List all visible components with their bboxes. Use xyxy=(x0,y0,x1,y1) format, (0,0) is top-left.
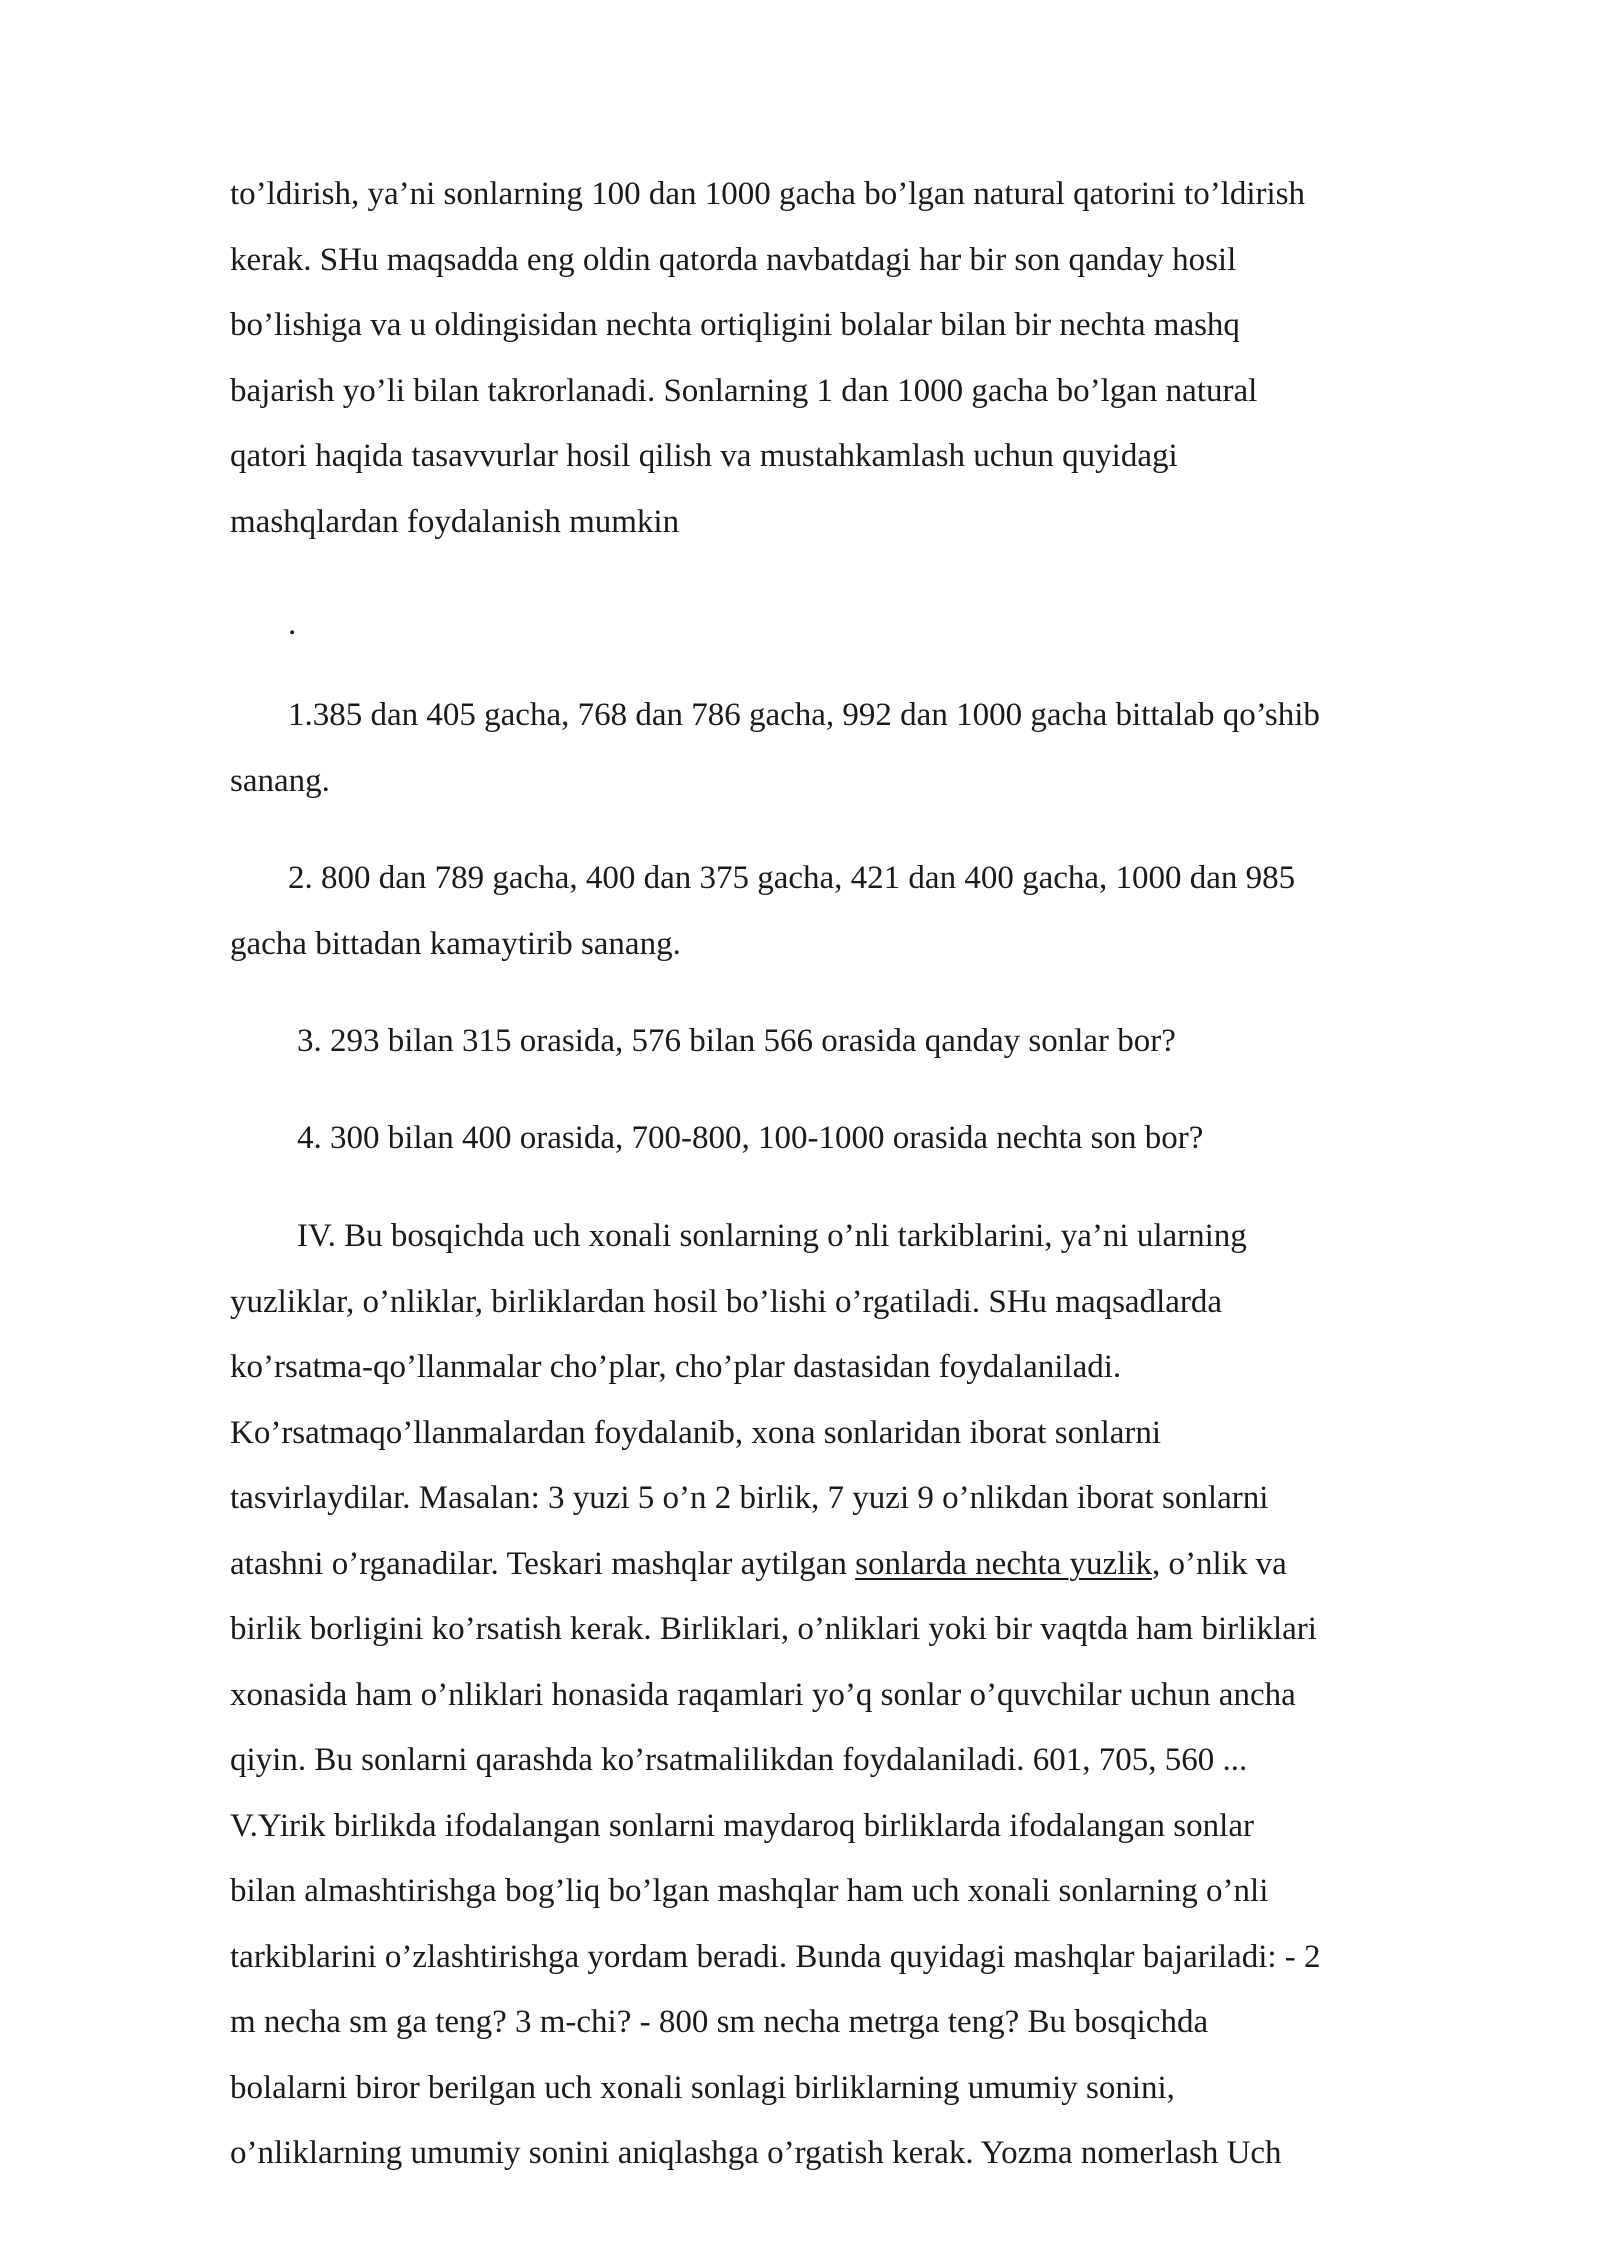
text-line: tasvirlaydilar. Masalan: 3 yuzi 5 o’n 2 birlik, 7 yuzi 9 o’nlikdan iborat sonlarni xyxy=(230,1480,1269,1516)
underlined-phrase: sonlarda nechta yuzlik xyxy=(855,1545,1153,1582)
text-line: kerak. SHu maqsadda eng oldin qatorda navbatdagi har bir son qanday hosil xyxy=(230,241,1237,278)
exercise-1 xyxy=(230,683,1490,814)
text-line-with-underline xyxy=(230,1532,1490,1598)
dot-line xyxy=(288,592,328,658)
text-line: bajarish yo’li bilan takrorlanadi. Sonlarning 1 dan 1000 gacha bo’lgan natural xyxy=(230,372,1258,409)
text-line: bo’lishiga va u oldingisidan nechta ortiqligini bolalar bilan bir nechta mashq xyxy=(230,307,1240,343)
text-line: qiyin. Bu sonlarni qarashda ko’rsatmalilikdan foydalaniladi. 601, 705, 560 ... xyxy=(230,1742,1248,1778)
text-line: V.Yirik birlikda ifodalangan sonlarni maydaroq birliklarda ifodalangan sonlar xyxy=(230,1807,1254,1844)
text-line: o’nliklarning umumiy sonini aniqlashga o’rgatish kerak. Yozma nomerlash Uch xyxy=(230,2135,1282,2171)
text-line: gacha bittadan kamaytirib sanang. xyxy=(230,925,681,962)
text-line: 1.385 dan 405 gacha, 768 dan 786 gacha, 992 dan 1000 gacha bittalab qo’shib xyxy=(288,697,1320,733)
intro-paragraph xyxy=(230,162,1490,555)
exercise-3 xyxy=(230,1009,1490,1075)
text-segment: , o’nlik va xyxy=(1152,1545,1287,1582)
text-line: yuzliklar, o’nliklar, birliklardan hosil bo’lishi o’rgatiladi. SHu maqsadlarda xyxy=(230,1283,1223,1320)
text-line: 4. 300 bilan 400 orasida, 700-800, 100-1000 orasida nechta son bor? xyxy=(297,1120,1204,1156)
text-line: 3. 293 bilan 315 orasida, 576 bilan 566 orasida qanday sonlar bor? xyxy=(297,1023,1176,1059)
text-line: . xyxy=(288,606,297,642)
text-line: tarkiblarini o’zlashtirishga yordam beradi. Bunda quyidagi mashqlar bajariladi: - 2 xyxy=(230,1938,1321,1975)
text-line: ko’rsatma-qo’llanmalar cho’plar, cho’plar dastasidan foydalaniladi. xyxy=(230,1349,1122,1385)
text-line: sanang. xyxy=(230,762,330,799)
text-segment: atashni o’rganadilar. Teskari mashqlar aytilgan xyxy=(230,1545,856,1582)
text-line: birlik borligini ko’rsatish kerak. Birliklari, o’nliklari yoki bir vaqtda ham birliklari xyxy=(230,1611,1317,1647)
text-line: m necha sm ga teng? 3 m-chi? - 800 sm necha metrga teng? Bu bosqichda xyxy=(230,2004,1209,2040)
exercise-4 xyxy=(230,1106,1490,1172)
exercise-2 xyxy=(230,846,1490,977)
section-iv-paragraph xyxy=(230,1204,1490,2187)
text-line: to’ldirish, ya’ni sonlarning 100 dan 1000 gacha bo’lgan natural qatorini to’ldirish xyxy=(230,176,1306,212)
text-line: qatori haqida tasavvurlar hosil qilish va mustahkamlash uchun quyidagi xyxy=(230,438,1178,474)
text-line: mashqlardan foydalanish mumkin xyxy=(230,503,680,540)
text-line: Ko’rsatmaqo’llanmalardan foydalanib, xona sonlaridan iborat sonlarni xyxy=(230,1414,1162,1451)
text-line: bilan almashtirishga bog’liq bo’lgan mashqlar ham uch xonali sonlarning o’nli xyxy=(230,1873,1269,1909)
text-line: xonasida ham o’nliklari honasida raqamlari yo’q sonlar o’quvchilar uchun ancha xyxy=(230,1676,1296,1713)
text-line: IV. Bu bosqichda uch xonali sonlarning o’nli tarkiblarini, ya’ni ularning xyxy=(297,1218,1247,1254)
text-line: 2. 800 dan 789 gacha, 400 dan 375 gacha, 421 dan 400 gacha, 1000 dan 985 xyxy=(288,860,1296,896)
text-line: bolalarni biror berilgan uch xonali sonlagi birliklarning umumiy sonini, xyxy=(230,2069,1175,2106)
